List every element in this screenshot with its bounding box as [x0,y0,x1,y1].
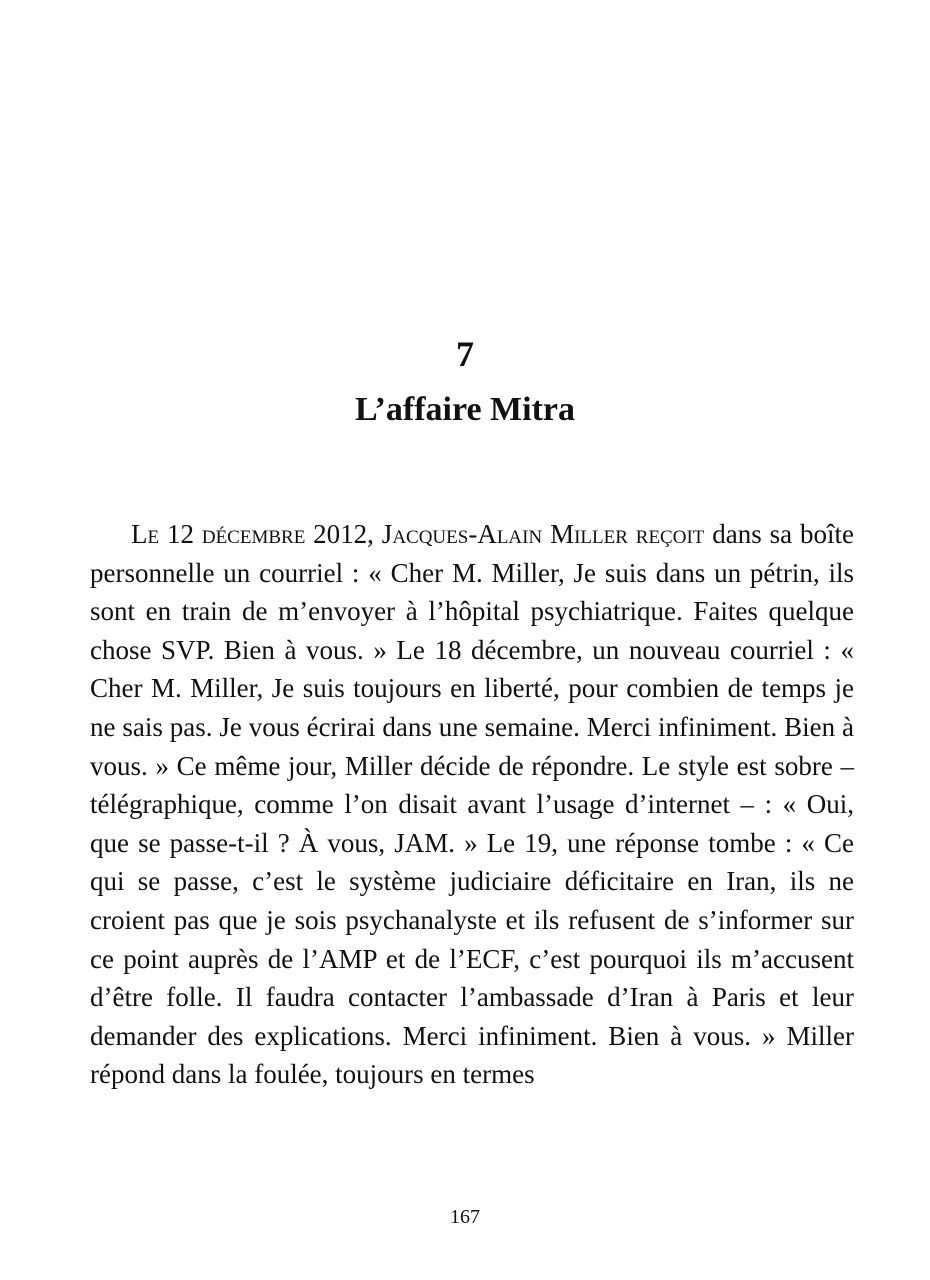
chapter-title: L’affaire Mitra [355,391,575,428]
paragraph-lead-in: Le 12 décembre 2012, Jacques-Alain Miller reçoit [131,519,705,549]
page-number: 167 [450,1206,480,1228]
paragraph-text: dans sa boîte personnelle un courriel : « Cher M. Miller, Je suis dans un pétrin, ils sont en train de m’envoyer à l’hôpital psychiatrique. Faites quelque chose SVP. Bien à vous. » Le 18 décembre, un nouveau courriel : « Cher M. Miller, Je suis toujours en liberté, pour combien de temps je ne sais pas. Je vous écrirai dans une semaine. Merci infiniment. Bien à vous. » Ce même jour, Miller décide de répondre. Le style est sobre – télégraphique, comme l’on disait avant l’usage d’internet – : « Oui, que se passe-t-il ? À vous, JAM. » Le 19, une réponse tombe : « Ce qui se passe, c’est le système judiciaire déficitaire en Iran, ils ne croient pas que je sois psychanalyste et ils refusent de s’informer sur ce point auprès de l’AMP et de l’ECF, c’est pourquoi ils m’accusent d’être folle. Il faudra contacter l’ambassade d’Iran à Paris et leur demander des explications. Merci infiniment. Bien à vous. » Miller répond dans la foulée, toujours en termes [90,519,854,1090]
body-paragraph [90,515,854,1094]
chapter-number: 7 [456,334,474,374]
